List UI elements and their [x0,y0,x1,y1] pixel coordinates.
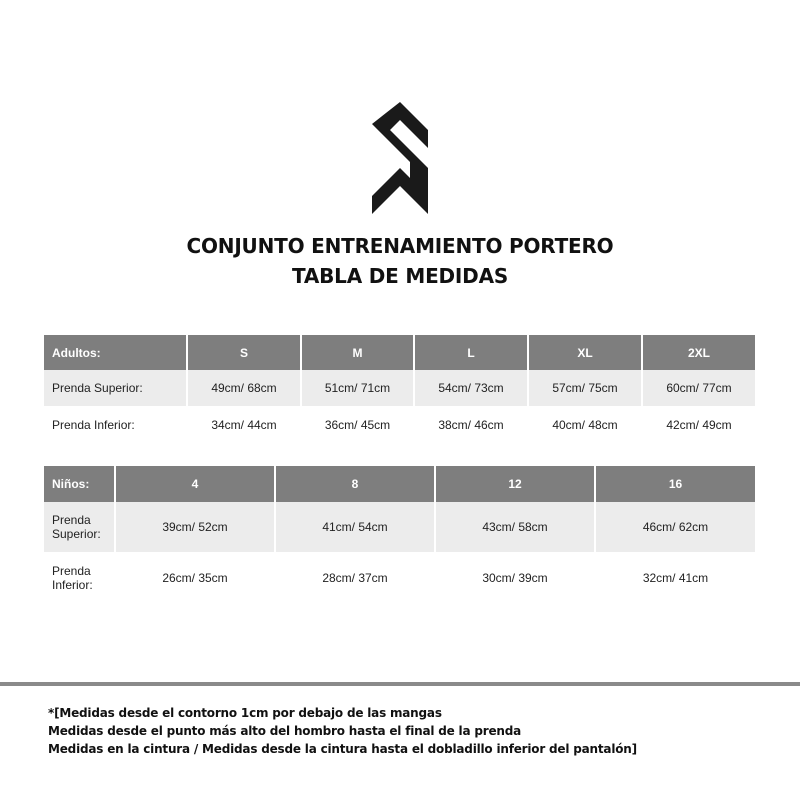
note-line: Medidas en la cintura / Medidas desde la cintura hasta el dobladillo inferior del pantalón] [48,742,637,756]
adults-label: Adultos: [44,335,186,370]
row-label: Prenda Superior: [44,370,186,406]
table-row [44,502,755,552]
table-header-row [44,466,755,502]
table-cell: 46cm/ 62cm [594,502,755,552]
table-row [44,552,755,604]
table-cell: 32cm/ 41cm [594,552,755,604]
table-cell: 41cm/ 54cm [274,502,434,552]
row-label-line: Inferior: [52,578,93,592]
note-line: *[Medidas desde el contorno 1cm por debajo de las mangas [48,706,442,720]
row-label-line: Superior: [52,527,101,541]
note-line: Medidas desde el punto más alto del hombro hasta el final de la prenda [48,724,522,738]
table-header-row [44,335,755,370]
page-subtitle: TABLA DE MEDIDAS [291,264,509,288]
divider [0,682,800,686]
table-cell: 36cm/ 45cm [300,406,413,444]
row-label-line: Prenda [52,513,91,527]
table-cell: 40cm/ 48cm [527,406,641,444]
page-title: CONJUNTO ENTRENAMIENTO PORTERO [186,234,614,258]
table-cell: 26cm/ 35cm [114,552,274,604]
row-label [44,552,114,604]
size-header: 12 [434,466,594,502]
measurement-notes [48,704,788,758]
brand-logo-icon [372,102,428,214]
kids-size-table [44,466,755,604]
size-header: XL [527,335,641,370]
table-row [44,370,755,406]
size-header: M [300,335,413,370]
row-label-line: Prenda [52,564,91,578]
table-cell: 57cm/ 75cm [527,370,641,406]
size-header: 8 [274,466,434,502]
table-cell: 54cm/ 73cm [413,370,527,406]
size-header: S [186,335,300,370]
table-cell: 39cm/ 52cm [114,502,274,552]
table-cell: 60cm/ 77cm [641,370,755,406]
table-cell: 34cm/ 44cm [186,406,300,444]
row-label [44,502,114,552]
table-cell: 38cm/ 46cm [413,406,527,444]
table-cell: 51cm/ 71cm [300,370,413,406]
table-cell: 30cm/ 39cm [434,552,594,604]
size-header: L [413,335,527,370]
size-header: 16 [594,466,755,502]
table-cell: 43cm/ 58cm [434,502,594,552]
kids-label: Niños: [44,466,114,502]
table-cell: 49cm/ 68cm [186,370,300,406]
table-cell: 42cm/ 49cm [641,406,755,444]
size-header: 4 [114,466,274,502]
size-header: 2XL [641,335,755,370]
table-cell: 28cm/ 37cm [274,552,434,604]
adults-size-table [44,335,755,444]
table-row [44,406,755,444]
row-label: Prenda Inferior: [52,418,135,432]
